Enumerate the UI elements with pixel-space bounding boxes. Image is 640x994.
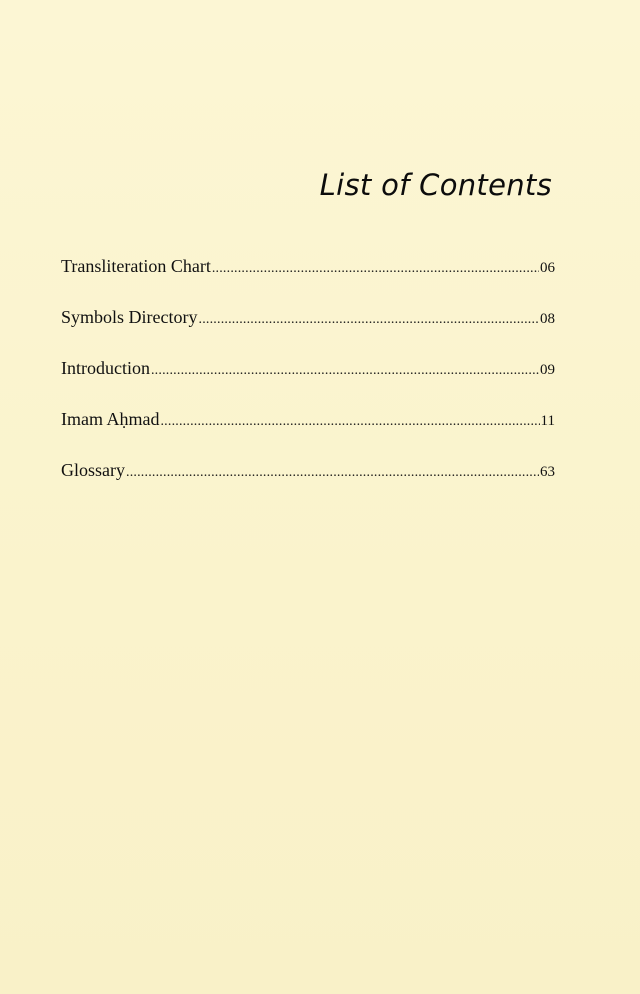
toc-entry-symbols-directory (61, 304, 555, 355)
toc-entry-page-number: 11 (540, 413, 555, 429)
page-title: List of Contents (319, 168, 552, 202)
toc-entry-label: Introduction (61, 358, 150, 378)
dot-leader (199, 307, 540, 333)
toc-entry-label: Glossary (61, 460, 125, 480)
toc-entry-imam-ahmad (61, 406, 555, 457)
toc-entry-transliteration-chart (61, 253, 555, 304)
toc-entry-introduction (61, 355, 555, 406)
dot-leader (160, 409, 539, 435)
table-of-contents (61, 253, 555, 508)
toc-entry-page-number: 08 (540, 311, 555, 327)
dot-leader (151, 358, 539, 384)
toc-entry-glossary (61, 457, 555, 508)
dot-leader (126, 460, 539, 486)
toc-entry-page-number: 06 (540, 260, 555, 276)
toc-entry-label: Transliteration Chart (61, 256, 211, 276)
toc-entry-label: Symbols Directory (61, 307, 198, 327)
dot-leader (212, 256, 539, 282)
toc-entry-page-number: 63 (540, 464, 555, 480)
toc-entry-label: Imam Aḥmad (61, 409, 160, 429)
toc-entry-page-number: 09 (540, 362, 555, 378)
